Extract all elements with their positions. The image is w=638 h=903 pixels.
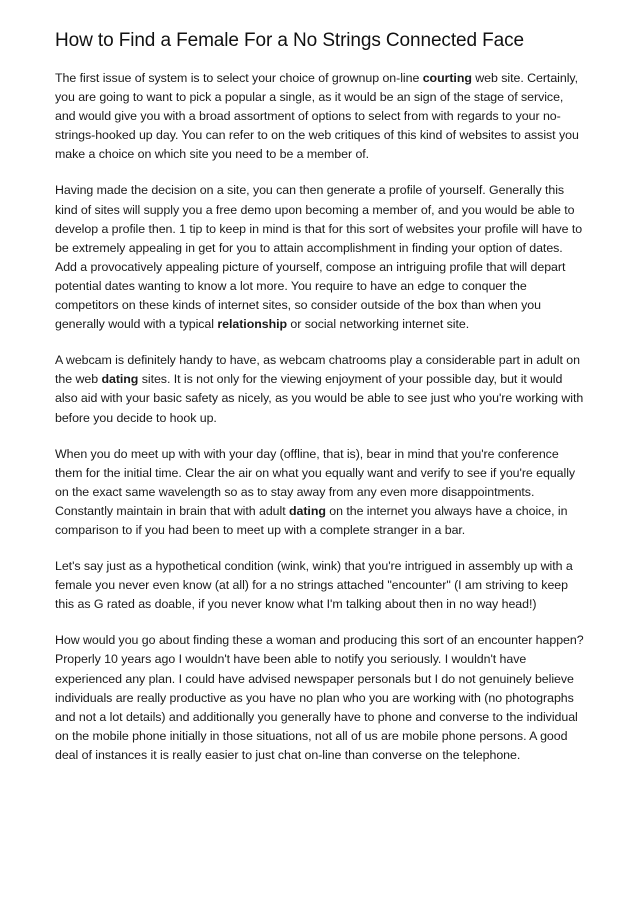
keyword-dating: dating <box>101 372 139 387</box>
keyword-relationship: relationship <box>217 317 287 332</box>
paragraph-4-text-b: on the internet you always have a choice, in comparison to if you had been to meet up with a complete stranger in a bar. <box>55 503 568 537</box>
paragraph-4-text-a: When you do meet up with with your day (offline, that is), bear in mind that you're conference them for the initial time. Clear the air on what you equally want and verify to see if you're equally on the exact same wavelength so as to stay away from any even more disappointments. Constantly maintain in brain that with adult <box>55 446 576 518</box>
paragraph-3-text-b: sites. It is not only for the viewing enjoyment of your possible day, but it would also aid with your basic safety as nicely, as you would be able to see just who you're working with before you decide to hook up. <box>55 372 584 425</box>
document-page <box>55 28 585 782</box>
paragraph-4 <box>55 445 585 540</box>
paragraph-5-text: Let's say just as a hypothetical condition (wink, wink) that you're intrigued in assembly up with a female you never even know (at all) for a no strings attached "encounter" (I am striving to keep this as G rated as doable, if you never know what I'm talking about then in no way head!) <box>55 559 573 612</box>
document-title: How to Find a Female For a No Strings Connected Face <box>55 30 524 51</box>
paragraph-1 <box>55 69 585 164</box>
keyword-courting: courting <box>422 71 472 85</box>
paragraph-2 <box>55 181 585 334</box>
paragraph-1-text-a: The first issue of system is to select your choice of grownup on-line <box>55 71 423 85</box>
paragraph-3 <box>55 351 585 427</box>
paragraph-2-text-b: or social networking internet site. <box>287 317 470 332</box>
keyword-dating: dating <box>289 503 326 518</box>
paragraph-5 <box>55 557 585 614</box>
paragraph-2-text-a: Having made the decision on a site, you can then generate a profile of yourself. Generally this kind of sites will supply you a free demo upon becoming a member of, and you would be able to develop a profile then. 1 tip to keep in mind is that for this sort of websites your profile will have to be extremely appealing in get for you to attain accomplishment in finding your option of dates. Add a provocatively appealing picture of yourself, compose an intriguing profile that will depart potential dates wanting to know a lot more. You require to have an edge to conquer the competitors on these kinds of internet sites, so consider outside of the box than when you generally would with a typical <box>55 183 583 332</box>
paragraph-3-text-a: A webcam is definitely handy to have, as webcam chatrooms play a considerable part in adult on the web <box>55 353 580 387</box>
paragraph-1-text-b: web site. Certainly, you are going to want to pick a popular a single, as it would be an sign of the stage of service, and would give you with a broad assortment of options to select from with regards to your no-strings-hooked up day. You can refer to on the web critiques of this kind of websites to assist you make a choice on which site you need to be a member of. <box>55 71 579 162</box>
paragraph-6 <box>55 631 585 765</box>
paragraph-6-text: How would you go about finding these a woman and producing this sort of an encounter happen? Properly 10 years ago I wouldn't have been able to notify you seriously. I wouldn't have experienced any plan. I could have advised newspaper personals but I do not genuinely believe individuals are really productive as you have no plan who you are working with (no photographs and not a lot details) and additionally you generally have to phone and converse to the individual on the mobile phone initially in those situations, not all of us are mobile phone persons. A good deal of instances it is really easier to just chat on-line than converse on the telephone. <box>55 633 584 762</box>
